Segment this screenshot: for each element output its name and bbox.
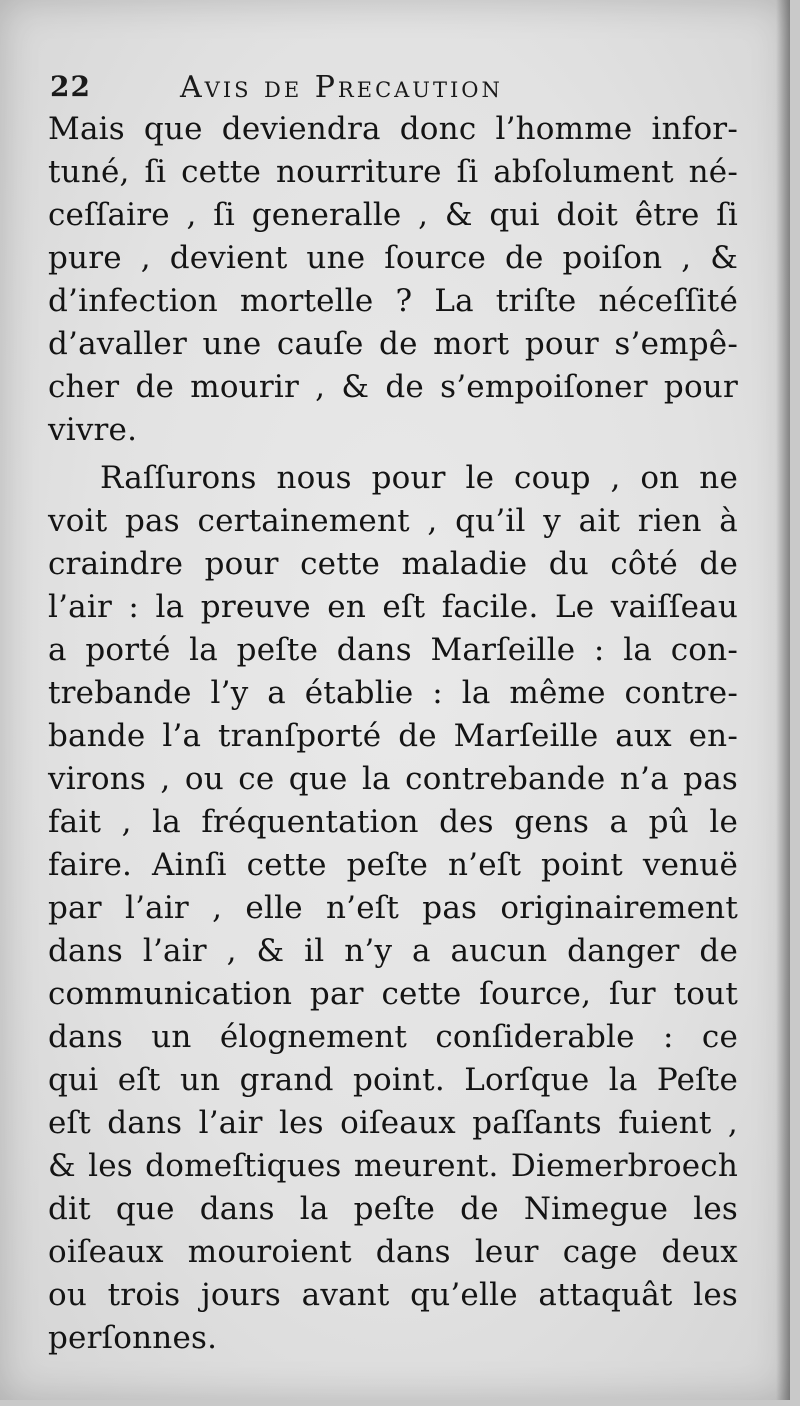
paragraph-1 <box>48 108 738 452</box>
text-line: virons , ou ce que la contrebande n’a pas <box>48 761 738 797</box>
text-line: Mais que deviendra donc l’homme infor- <box>48 111 738 147</box>
text-line: ou trois jours avant qu’elle attaquât les <box>48 1277 738 1313</box>
text-line: l’air : la preuve en eſt facile. Le vaiſſeau <box>48 589 738 625</box>
text-line: Raſſurons nous pour le coup , on ne <box>100 460 738 496</box>
text-line: dans l’air , & il n’y a aucun danger de <box>48 933 738 969</box>
running-head: Avis de Precaution <box>180 70 503 105</box>
text-line: par l’air , elle n’eſt pas originairement <box>48 890 738 926</box>
text-line: a porté la peſte dans Marſeille : la con- <box>48 632 738 668</box>
text-line: dit que dans la peſte de Nimegue les <box>48 1191 738 1227</box>
text-line: perſonnes. <box>48 1320 218 1356</box>
body-text <box>48 108 738 1360</box>
text-line: ceſſaire , ſi generalle , & qui doit être ſi <box>48 197 738 233</box>
text-line: communication par cette ſource, ſur tout <box>48 976 738 1012</box>
text-line: dans un élognement conſiderable : ce <box>48 1019 738 1055</box>
text-line: trebande l’y a établie : la même contre- <box>48 675 738 711</box>
text-line: oiſeaux mouroient dans leur cage deux <box>48 1234 738 1270</box>
text-line: fait , la fréquentation des gens a pû le <box>48 804 738 840</box>
text-line: craindre pour cette maladie du côté de <box>48 546 738 582</box>
text-line: cher de mourir , & de s’empoiſoner pour <box>48 369 738 405</box>
text-line: vivre. <box>48 412 138 448</box>
text-line: eſt dans l’air les oiſeaux paſſants fuient , <box>48 1105 738 1141</box>
text-line: & les domeſtiques meurent. Diemerbroech <box>48 1148 738 1184</box>
text-line: pure , devient une ſource de poiſon , & <box>48 240 738 276</box>
page-number: 22 <box>50 70 91 103</box>
text-line: tuné, ſi cette nourriture ſi abſolument né- <box>48 154 738 190</box>
text-line: bande l’a tranſporté de Marſeille aux en- <box>48 718 738 754</box>
paragraph-2 <box>48 457 738 1360</box>
page-header <box>50 70 730 106</box>
text-line: d’avaller une cauſe de mort pour s’empê- <box>48 326 738 362</box>
text-line: d’infection mortelle ? La triſte néceſſité <box>48 283 738 319</box>
text-line: qui eſt un grand point. Lorſque la Peſte <box>48 1062 738 1098</box>
text-line: voit pas certainement , qu’il y ait rien à <box>48 503 738 539</box>
text-line: faire. Ainſi cette peſte n’eſt point venuë <box>48 847 738 883</box>
